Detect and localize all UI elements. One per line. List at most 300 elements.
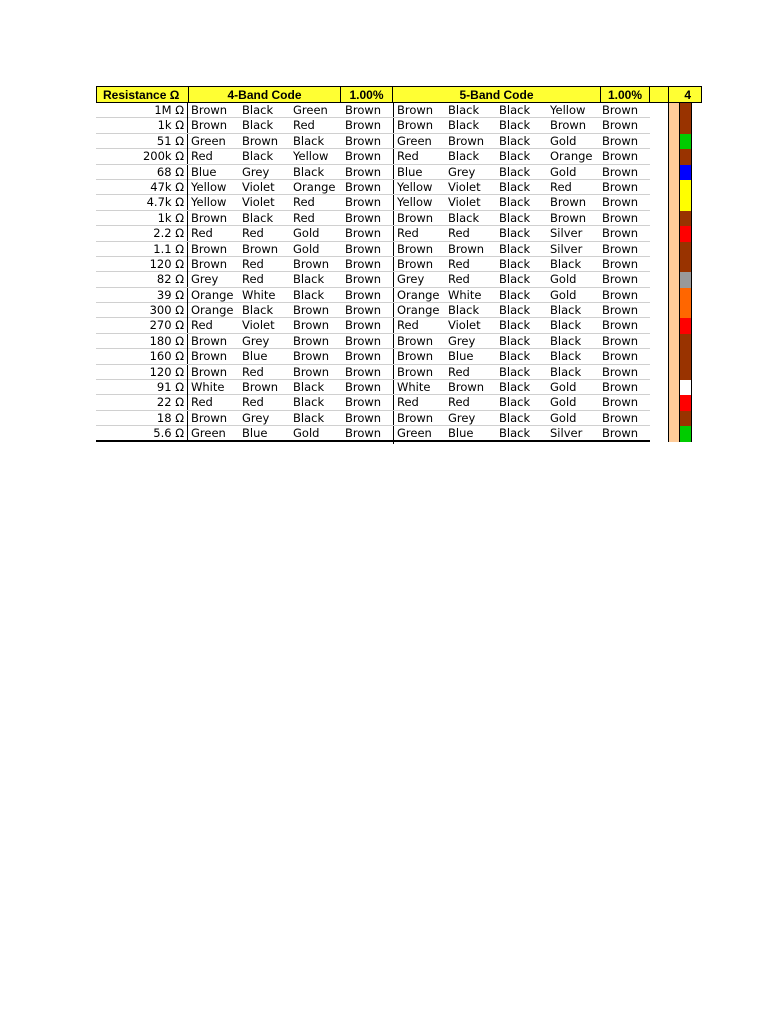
band5-color-4: Brown xyxy=(550,118,587,133)
band5-color-1: Brown xyxy=(397,210,434,225)
band4-color-3: Gold xyxy=(293,241,320,256)
swatch-band-2 xyxy=(679,134,692,149)
swatch-band-1 xyxy=(668,318,679,333)
table-row xyxy=(96,380,650,395)
table-row xyxy=(96,395,650,410)
header-resistance: Resistance Ω xyxy=(96,86,188,103)
swatch-band-2 xyxy=(679,426,692,441)
band5-color-4: Gold xyxy=(550,395,577,410)
swatch-row xyxy=(668,103,692,118)
band4-color-4: Brown xyxy=(345,133,382,148)
table-row xyxy=(96,272,650,287)
band5-color-5: Brown xyxy=(602,195,639,210)
band5-color-3: Black xyxy=(499,195,531,210)
band5-color-4: Black xyxy=(550,364,582,379)
band4-color-2: Blue xyxy=(242,426,268,441)
band5-color-4: Orange xyxy=(550,149,593,164)
band5-color-1: Green xyxy=(397,426,432,441)
band5-color-3: Black xyxy=(499,333,531,348)
table-row xyxy=(96,226,650,241)
band5-color-3: Black xyxy=(499,241,531,256)
table-row xyxy=(96,242,650,257)
band4-color-4: Brown xyxy=(345,303,382,318)
band4-color-1: Red xyxy=(191,318,213,333)
band4-color-2: Black xyxy=(242,118,274,133)
band4-color-4: Brown xyxy=(345,272,382,287)
band5-color-4: Gold xyxy=(550,287,577,302)
band4-color-4: Brown xyxy=(345,395,382,410)
band5-color-1: Brown xyxy=(397,256,434,271)
table-row xyxy=(96,195,650,210)
swatch-row xyxy=(668,242,692,257)
band5-color-4: Gold xyxy=(550,164,577,179)
band4-color-1: Orange xyxy=(191,287,234,302)
band5-color-5: Brown xyxy=(602,103,639,117)
resistance-value: 22 Ω xyxy=(96,395,188,410)
header-4-band-code: 4-Band Code xyxy=(188,86,341,103)
swatch-band-1 xyxy=(668,211,679,226)
band5-color-1: Red xyxy=(397,318,419,333)
swatch-band-1 xyxy=(668,426,679,441)
swatch-band-2 xyxy=(679,180,692,195)
band5-color-2: Grey xyxy=(448,333,476,348)
band4-color-1: Green xyxy=(191,133,226,148)
band5-color-2: Violet xyxy=(448,195,481,210)
swatch-band-2 xyxy=(679,103,692,118)
band5-color-1: Red xyxy=(397,395,419,410)
band5-color-4: Gold xyxy=(550,133,577,148)
band4-color-2: Black xyxy=(242,149,274,164)
header-row xyxy=(96,86,702,103)
band5-color-1: Brown xyxy=(397,349,434,364)
swatch-row xyxy=(668,149,692,164)
swatch-band-2 xyxy=(679,349,692,364)
resistance-value: 2.2 Ω xyxy=(96,226,188,241)
band5-color-3: Black xyxy=(499,226,531,241)
band4-color-2: Red xyxy=(242,395,264,410)
band4-color-4: Brown xyxy=(345,241,382,256)
band5-color-1: Blue xyxy=(397,164,423,179)
band5-color-4: Brown xyxy=(550,210,587,225)
swatch-band-2 xyxy=(679,195,692,210)
resistance-value: 18 Ω xyxy=(96,411,188,426)
band5-color-3: Black xyxy=(499,364,531,379)
band4-color-3: Orange xyxy=(293,179,336,194)
swatch-band-2 xyxy=(679,242,692,257)
band5-color-4: Yellow xyxy=(550,103,586,117)
band5-color-1: Orange xyxy=(397,303,440,318)
swatch-band-1 xyxy=(668,334,679,349)
band4-color-2: Brown xyxy=(242,380,279,395)
band4-color-3: Gold xyxy=(293,226,320,241)
band5-color-4: Red xyxy=(550,179,572,194)
band5-color-1: Yellow xyxy=(397,179,433,194)
band5-color-3: Black xyxy=(499,287,531,302)
band5-color-3: Black xyxy=(499,256,531,271)
band4-color-1: Brown xyxy=(191,364,228,379)
band4-color-2: Red xyxy=(242,256,264,271)
resistance-value: 5.6 Ω xyxy=(96,426,188,441)
swatch-band-1 xyxy=(668,411,679,426)
band5-color-4: Black xyxy=(550,349,582,364)
band4-color-2: Brown xyxy=(242,241,279,256)
band5-color-3: Black xyxy=(499,179,531,194)
swatch-row xyxy=(668,272,692,287)
band5-color-3: Black xyxy=(499,426,531,441)
band4-color-4: Brown xyxy=(345,318,382,333)
band5-color-2: Black xyxy=(448,118,480,133)
band4-color-1: Brown xyxy=(191,118,228,133)
band5-color-5: Brown xyxy=(602,272,639,287)
band5-color-5: Brown xyxy=(602,210,639,225)
swatch-band-1 xyxy=(668,272,679,287)
band5-color-3: Black xyxy=(499,303,531,318)
table-row xyxy=(96,134,650,149)
band4-color-3: Green xyxy=(293,103,328,117)
band4-color-4: Brown xyxy=(345,179,382,194)
band5-color-4: Black xyxy=(550,256,582,271)
band5-color-5: Brown xyxy=(602,349,639,364)
band4-color-3: Red xyxy=(293,118,315,133)
band4-color-3: Black xyxy=(293,287,325,302)
swatch-band-1 xyxy=(668,103,679,118)
table-row xyxy=(96,349,650,364)
resistance-value: 47k Ω xyxy=(96,180,188,195)
band5-color-2: Grey xyxy=(448,164,476,179)
color-swatch-column xyxy=(668,103,692,442)
resistance-value: 4.7k Ω xyxy=(96,195,188,210)
band5-color-4: Silver xyxy=(550,226,583,241)
swatch-row xyxy=(668,118,692,133)
band4-color-3: Black xyxy=(293,380,325,395)
swatch-band-1 xyxy=(668,118,679,133)
swatch-row xyxy=(668,380,692,395)
band4-color-1: Grey xyxy=(191,272,219,287)
band4-color-2: Violet xyxy=(242,318,275,333)
band4-color-1: Brown xyxy=(191,210,228,225)
band5-color-2: Brown xyxy=(448,241,485,256)
band4-color-4: Brown xyxy=(345,287,382,302)
table-row xyxy=(96,426,650,441)
band5-color-5: Brown xyxy=(602,410,639,425)
band5-color-1: Brown xyxy=(397,333,434,348)
band5-color-2: Blue xyxy=(448,426,474,441)
band4-color-2: Grey xyxy=(242,164,270,179)
swatch-band-2 xyxy=(679,288,692,303)
band4-color-4: Brown xyxy=(345,349,382,364)
band4-color-3: Brown xyxy=(293,303,330,318)
resistance-value: 91 Ω xyxy=(96,380,188,395)
band5-color-4: Silver xyxy=(550,426,583,441)
table-row xyxy=(96,103,650,118)
band5-color-2: Grey xyxy=(448,410,476,425)
header-extra: 4 xyxy=(668,86,702,103)
table-row xyxy=(96,411,650,426)
table-row xyxy=(96,211,650,226)
swatch-row xyxy=(668,226,692,241)
band5-color-1: Brown xyxy=(397,364,434,379)
band5-color-4: Gold xyxy=(550,410,577,425)
band5-color-2: Black xyxy=(448,149,480,164)
band4-color-3: Black xyxy=(293,410,325,425)
swatch-row xyxy=(668,365,692,380)
band5-color-5: Brown xyxy=(602,380,639,395)
band4-color-2: Red xyxy=(242,226,264,241)
band5-color-1: Green xyxy=(397,133,432,148)
swatch-band-2 xyxy=(679,365,692,380)
band5-color-4: Black xyxy=(550,318,582,333)
table-row xyxy=(96,165,650,180)
swatch-row xyxy=(668,303,692,318)
band5-color-5: Brown xyxy=(602,364,639,379)
band5-color-2: Red xyxy=(448,364,470,379)
band4-color-2: Black xyxy=(242,103,274,117)
band5-color-1: Red xyxy=(397,149,419,164)
band5-color-3: Black xyxy=(499,349,531,364)
band5-color-2: Violet xyxy=(448,318,481,333)
swatch-band-2 xyxy=(679,334,692,349)
swatch-band-2 xyxy=(679,226,692,241)
band4-color-3: Brown xyxy=(293,333,330,348)
table-row xyxy=(96,180,650,195)
header-tolerance-4-band: 1.00% xyxy=(341,86,393,103)
band4-color-3: Red xyxy=(293,195,315,210)
band4-color-4: Brown xyxy=(345,210,382,225)
table-row xyxy=(96,118,650,133)
band5-color-3: Black xyxy=(499,318,531,333)
band4-color-2: Black xyxy=(242,303,274,318)
band4-color-3: Brown xyxy=(293,364,330,379)
swatch-row xyxy=(668,318,692,333)
band5-color-2: Brown xyxy=(448,380,485,395)
band5-color-5: Brown xyxy=(602,287,639,302)
band5-color-2: Red xyxy=(448,272,470,287)
band5-color-5: Brown xyxy=(602,256,639,271)
resistance-value: 1M Ω xyxy=(96,103,188,118)
band4-color-2: Red xyxy=(242,272,264,287)
band4-color-1: Brown xyxy=(191,410,228,425)
band5-color-5: Brown xyxy=(602,118,639,133)
resistance-value: 68 Ω xyxy=(96,165,188,180)
band4-color-2: Grey xyxy=(242,410,270,425)
band5-color-5: Brown xyxy=(602,226,639,241)
swatch-band-1 xyxy=(668,303,679,318)
band4-color-4: Brown xyxy=(345,118,382,133)
band4-color-1: Brown xyxy=(191,103,228,117)
band4-color-3: Gold xyxy=(293,426,320,441)
table-row xyxy=(96,149,650,164)
band4-color-1: Red xyxy=(191,149,213,164)
band5-color-5: Brown xyxy=(602,179,639,194)
swatch-row xyxy=(668,395,692,410)
resistance-value: 200k Ω xyxy=(96,149,188,164)
band5-color-2: Black xyxy=(448,303,480,318)
band4-color-4: Brown xyxy=(345,364,382,379)
band4-color-4: Brown xyxy=(345,426,382,441)
swatch-row xyxy=(668,349,692,364)
band4-color-1: Red xyxy=(191,395,213,410)
resistance-value: 1.1 Ω xyxy=(96,242,188,257)
swatch-row xyxy=(668,195,692,210)
band5-color-3: Black xyxy=(499,380,531,395)
band5-color-2: Black xyxy=(448,210,480,225)
swatch-band-1 xyxy=(668,380,679,395)
resistance-value: 120 Ω xyxy=(96,257,188,272)
band5-color-1: Brown xyxy=(397,241,434,256)
swatch-band-1 xyxy=(668,134,679,149)
band5-color-3: Black xyxy=(499,103,531,117)
band5-color-1: Red xyxy=(397,226,419,241)
swatch-band-1 xyxy=(668,242,679,257)
swatch-row xyxy=(668,288,692,303)
band4-color-3: Black xyxy=(293,133,325,148)
band5-color-5: Brown xyxy=(602,318,639,333)
band5-color-5: Brown xyxy=(602,241,639,256)
band4-color-2: Black xyxy=(242,210,274,225)
header-5-band-code: 5-Band Code xyxy=(393,86,600,103)
resistance-value: 82 Ω xyxy=(96,272,188,287)
table-row xyxy=(96,318,650,333)
resistance-value: 1k Ω xyxy=(96,211,188,226)
swatch-band-2 xyxy=(679,303,692,318)
band5-color-2: Red xyxy=(448,226,470,241)
swatch-row xyxy=(668,334,692,349)
band5-color-4: Brown xyxy=(550,195,587,210)
band5-color-1: Grey xyxy=(397,272,425,287)
band4-color-4: Brown xyxy=(345,380,382,395)
band4-color-2: Violet xyxy=(242,179,275,194)
swatch-band-2 xyxy=(679,149,692,164)
table-row xyxy=(96,257,650,272)
band4-color-1: Blue xyxy=(191,164,217,179)
band4-color-2: Brown xyxy=(242,133,279,148)
band4-color-3: Brown xyxy=(293,256,330,271)
band4-color-4: Brown xyxy=(345,164,382,179)
swatch-band-2 xyxy=(679,380,692,395)
band4-color-1: Orange xyxy=(191,303,234,318)
band5-color-1: Orange xyxy=(397,287,440,302)
resistance-value: 120 Ω xyxy=(96,365,188,380)
resistance-value: 39 Ω xyxy=(96,288,188,303)
band4-color-1: White xyxy=(191,380,225,395)
table-row xyxy=(96,288,650,303)
table-body xyxy=(96,103,650,442)
band4-color-1: Brown xyxy=(191,256,228,271)
swatch-row xyxy=(668,165,692,180)
band5-color-1: Brown xyxy=(397,410,434,425)
band5-color-3: Black xyxy=(499,272,531,287)
band4-color-1: Yellow xyxy=(191,195,227,210)
swatch-row xyxy=(668,411,692,426)
band4-color-4: Brown xyxy=(345,226,382,241)
band4-color-4: Brown xyxy=(345,333,382,348)
band5-color-2: Blue xyxy=(448,349,474,364)
band4-color-4: Brown xyxy=(345,256,382,271)
band5-color-2: Black xyxy=(448,103,480,117)
band4-color-3: Brown xyxy=(293,349,330,364)
header-blank-cell xyxy=(650,86,668,103)
swatch-row xyxy=(668,426,692,441)
band5-color-2: Violet xyxy=(448,179,481,194)
swatch-band-1 xyxy=(668,257,679,272)
band4-color-1: Red xyxy=(191,226,213,241)
band4-color-1: Brown xyxy=(191,333,228,348)
band4-color-2: Red xyxy=(242,364,264,379)
band4-color-3: Brown xyxy=(293,318,330,333)
band5-color-2: Brown xyxy=(448,133,485,148)
table-row xyxy=(96,334,650,349)
swatch-band-1 xyxy=(668,180,679,195)
resistance-value: 160 Ω xyxy=(96,349,188,364)
band4-color-1: Green xyxy=(191,426,226,441)
band5-color-3: Black xyxy=(499,133,531,148)
swatch-band-2 xyxy=(679,411,692,426)
band4-color-1: Brown xyxy=(191,349,228,364)
band5-color-5: Brown xyxy=(602,164,639,179)
band5-color-2: Red xyxy=(448,395,470,410)
band5-color-1: Brown xyxy=(397,103,434,117)
band5-color-3: Black xyxy=(499,410,531,425)
band5-color-5: Brown xyxy=(602,149,639,164)
band5-color-2: White xyxy=(448,287,482,302)
swatch-band-2 xyxy=(679,257,692,272)
swatch-band-2 xyxy=(679,211,692,226)
swatch-band-1 xyxy=(668,226,679,241)
band4-color-3: Yellow xyxy=(293,149,329,164)
band5-color-5: Brown xyxy=(602,426,639,441)
band5-color-5: Brown xyxy=(602,133,639,148)
band5-color-4: Gold xyxy=(550,272,577,287)
swatch-band-1 xyxy=(668,349,679,364)
band4-color-1: Yellow xyxy=(191,179,227,194)
band5-color-4: Black xyxy=(550,303,582,318)
swatch-band-1 xyxy=(668,165,679,180)
band5-color-1: Brown xyxy=(397,118,434,133)
resistance-value: 1k Ω xyxy=(96,118,188,133)
swatch-band-1 xyxy=(668,149,679,164)
band5-color-1: Yellow xyxy=(397,195,433,210)
band5-color-2: Red xyxy=(448,256,470,271)
resistance-value: 270 Ω xyxy=(96,318,188,333)
band4-color-2: Grey xyxy=(242,333,270,348)
swatch-row xyxy=(668,211,692,226)
swatch-row xyxy=(668,257,692,272)
band4-color-4: Brown xyxy=(345,103,382,117)
band4-color-2: Violet xyxy=(242,195,275,210)
band4-color-4: Brown xyxy=(345,410,382,425)
band5-color-3: Black xyxy=(499,395,531,410)
swatch-row xyxy=(668,134,692,149)
swatch-band-1 xyxy=(668,288,679,303)
swatch-band-2 xyxy=(679,118,692,133)
swatch-band-2 xyxy=(679,395,692,410)
table-row xyxy=(96,303,650,318)
band5-color-4: Gold xyxy=(550,380,577,395)
band5-color-5: Brown xyxy=(602,303,639,318)
band4-color-2: White xyxy=(242,287,276,302)
band4-color-3: Black xyxy=(293,164,325,179)
band5-color-5: Brown xyxy=(602,333,639,348)
band4-color-3: Black xyxy=(293,395,325,410)
band5-color-5: Brown xyxy=(602,395,639,410)
swatch-band-2 xyxy=(679,272,692,287)
band5-color-3: Black xyxy=(499,210,531,225)
band4-color-3: Red xyxy=(293,210,315,225)
swatch-band-2 xyxy=(679,165,692,180)
resistance-value: 51 Ω xyxy=(96,134,188,149)
table-row xyxy=(96,365,650,380)
band5-color-3: Black xyxy=(499,118,531,133)
